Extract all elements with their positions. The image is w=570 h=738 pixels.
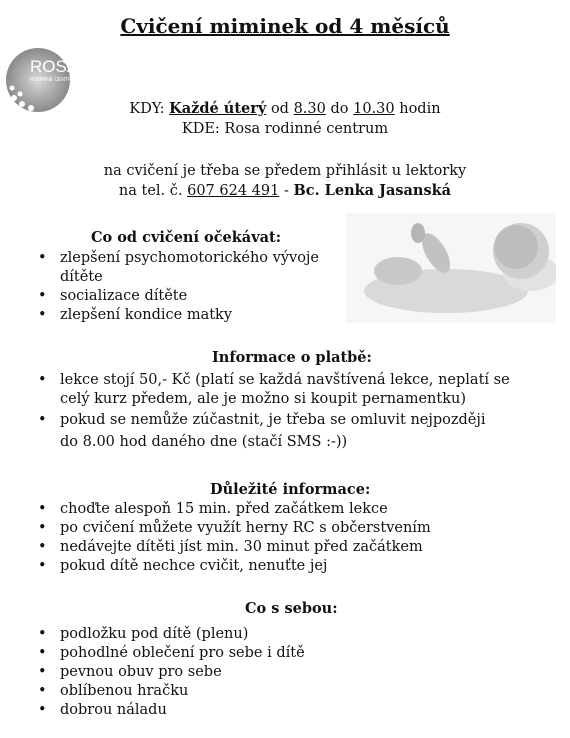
list-item: • nedávejte dítěti jíst min. 30 minut před začátkem (38, 538, 518, 557)
list-item: • choďte alespoň 15 min. před začátkem lekce (38, 500, 518, 519)
svg-text:ROSA: ROSA (30, 57, 79, 76)
signup-info: na cvičení je třeba se předem přihlásit u lektorky na tel. č. 607 624 491 - Bc. Lenka Jasanská (103, 163, 467, 199)
list-item: • lekce stojí 50,- Kč (platí se každá navštívená lekce, neplatí se celý kurz předem, ale je možno si koupit pernamentku) (38, 371, 543, 409)
list-item: • socializace dítěte (38, 287, 338, 306)
list-item: • dobrou náladu (38, 701, 438, 720)
expect-heading: Co od cvičení očekávat: (91, 229, 282, 246)
page-title: Cvičení miminek od 4 měsíců (120, 14, 450, 38)
svg-text:RODINNÉ CENTRUM: RODINNÉ CENTRUM (30, 77, 80, 83)
list-item: • po cvičení můžete využít herny RC s občerstvením (38, 519, 518, 538)
where-line: KDE: Rosa rodinné centrum (181, 121, 389, 137)
list-item: • pohodlné oblečení pro sebe i dítě (38, 644, 438, 663)
list-item: • oblíbenou hračku (38, 682, 438, 701)
list-item: • zlepšení psychomotorického vývoje dítěte (38, 249, 338, 287)
list-item: • pevnou obuv pro sebe (38, 663, 438, 682)
phone-number: 607 624 491 (187, 183, 280, 199)
bring-list (38, 625, 438, 720)
important-list (38, 500, 518, 576)
when-line: KDY: Každé úterý od 8.30 do 10.30 hodin (129, 100, 441, 117)
important-heading: Důležité informace: (210, 481, 371, 498)
lector-name: Bc. Lenka Jasanská (293, 182, 452, 199)
baby-photo (346, 213, 556, 323)
expect-list (38, 249, 338, 325)
payment-heading: Informace o platbě: (212, 349, 372, 366)
list-item: • pokud dítě nechce cvičit, nenuťte jej (38, 557, 518, 576)
list-item: • pokud se nemůže zúčastnit, je třeba se omluvit nejpozději do 8.00 hod daného dne (stačí SMS :-)) (38, 409, 505, 453)
list-item: • zlepšení kondice matky (38, 306, 338, 325)
list-item: • podložku pod dítě (plenu) (38, 625, 438, 644)
payment-list (38, 371, 543, 453)
schedule-block (0, 99, 570, 139)
bring-heading: Co s sebou: (245, 600, 338, 617)
